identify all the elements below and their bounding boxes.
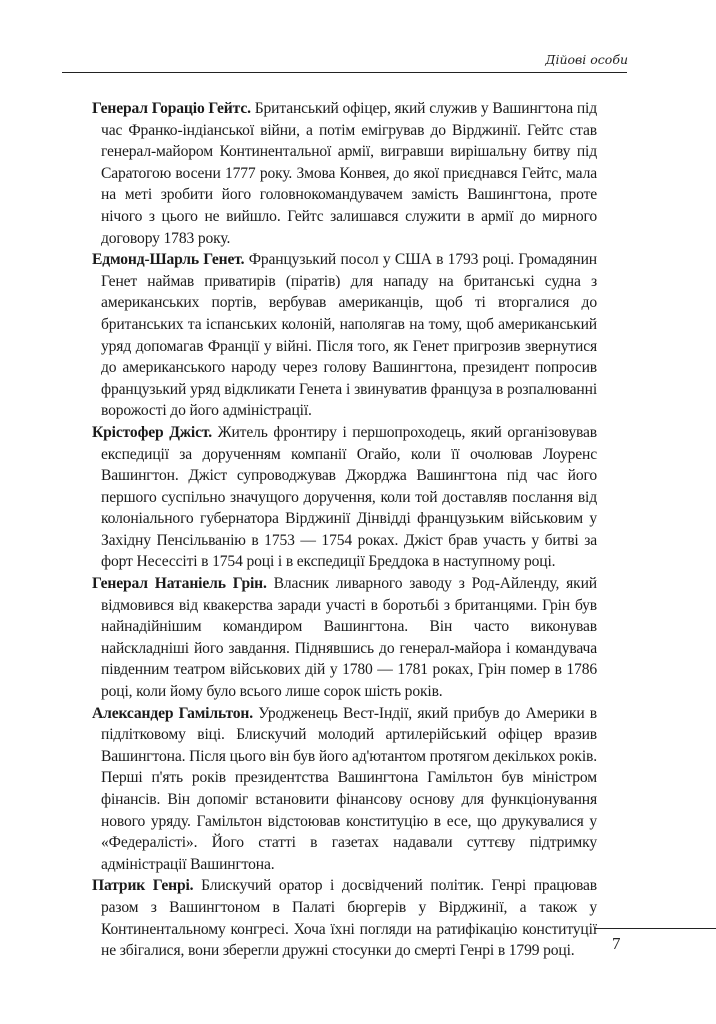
character-name: Крістофер Джіст. <box>92 423 212 441</box>
character-name: Александер Гамільтон. <box>92 704 254 722</box>
character-description: Французький посол у США в 1793 році. Громадянин Генет наймав приватирів (піратів) для нападу на британські судна з американських портів, вербував американців, щоб ті вторгалися до британських та іспанських колоній, наполягав на тому, щоб американський уряд допомагав Франції у війні. Після того, як Генет пригрозив звернутися до американського народу через голову Вашингтона, президент попросив французький уряд відкликати Генета і звинуватив француза в розпалюванні ворожості до його адміністрації. <box>101 251 598 420</box>
character-entry-henry <box>92 875 597 961</box>
character-entry-gates <box>92 98 597 249</box>
character-description: Уродженець Вест-Індії, який прибув до Америки в підлітковому віці. Блискучий молодий артилерійський офіцер вразив Вашингтона. Після цього він був його ад'ютантом протягом декількох років. Перші п'ять років президентства Вашингтона Гамільтон був міністром фінансів. Він допоміг встановити фінансову основу для функціонування нового уряду. Гамільтон відстоював конституцію в есе, що друкувалися у «Федералісті». Його статті в газетах надавали суттєву підтримку адміністрації Вашингтона. <box>101 704 598 873</box>
character-list <box>92 98 597 962</box>
character-name: Генерал Гораціо Гейтс. <box>92 100 251 117</box>
character-description: Власник ливарного заводу з Род-Айленду, який відмовився від квакерства заради участі в боротьбі з британцями. Грін був найнадійнішим командиром Вашингтона. Він часто виконував найскладніші його завдання. Піднявшись до генерал-майора і командувача південним театром військових дій у 1780 — 1781 роках, Грін помер в 1786 році, коли йому було всього лише сорок шість років. <box>101 575 597 701</box>
character-entry-genet <box>92 249 597 422</box>
character-entry-hamilton <box>92 703 597 876</box>
character-description: Житель фронтиру і першопроходець, який організовував експедиції за дорученням компанії Огайо, коли її очолював Лоуренс Вашингтон. Джіст супроводжував Джорджа Вашингтона під час його першого суспільно значущого доручення, коли той доставляв послання від колоніального губернатора Вірджинії Дінвідді французьким військовим у Західну Пенсільванію в 1753 — 1754 роках. Джіст брав участь у битві за форт Несессіті в 1754 році і в експедиції Бреддока в наступному році. <box>101 423 597 571</box>
page-number: 7 <box>612 934 621 953</box>
character-entry-gist <box>92 422 597 573</box>
character-description: Британський офіцер, який служив у Вашингтона під час Франко-індіанської війни, а потім емігрував до Вірджинії. Гейтс став генерал-майором Континентальної армії, вигравши вирішальну битву під Саратогою восени 1777 року. Змова Конвея, до якої приєднався Гейтс, мала на меті зробити його головнокомандувачем замість Вашингтона, проте нічого з цього не вийшло. Гейтс залишався служити в армії до мирного договору 1783 року. <box>101 100 598 247</box>
header-divider <box>62 72 627 73</box>
character-name: Патрик Генрі. <box>92 877 194 895</box>
character-description: Блискучий оратор і досвідчений політик. Генрі працював разом з Вашингтоном в Палаті бюргерів у Вірджинії, а також у Континентальному конгресі. Хоча їхні погляди на ратифікацію конституції не збігалися, вони зберегли дружні стосунки до смерті Генрі в 1799 році. <box>101 877 597 960</box>
character-entry-greene <box>92 573 597 703</box>
character-name: Генерал Натаніель Грін. <box>92 575 267 593</box>
footer-divider <box>594 928 716 929</box>
running-header-title: Дійові особи <box>545 52 628 67</box>
character-name: Едмонд-Шарль Генет. <box>92 251 245 269</box>
